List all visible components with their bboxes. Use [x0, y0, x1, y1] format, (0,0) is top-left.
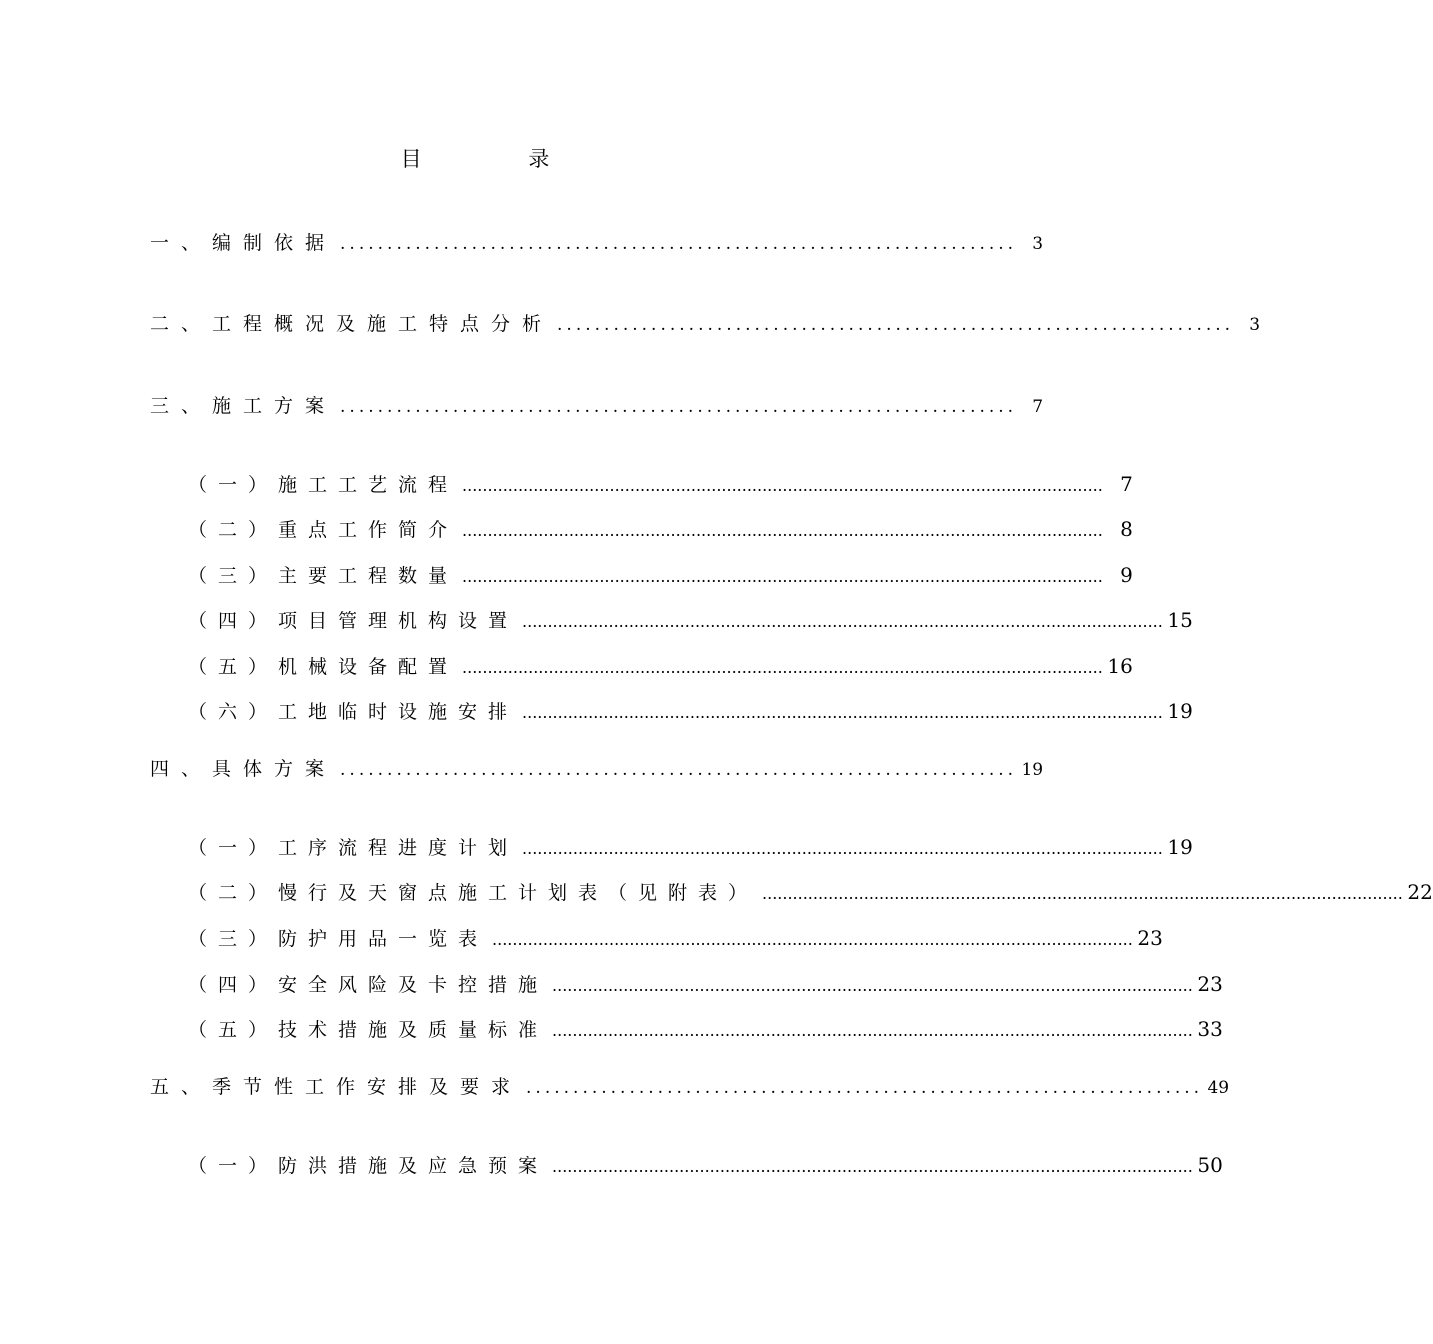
toc-entry-label: （一）防洪措施及应急预案 — [188, 1155, 549, 1177]
toc-leader-dots: .............................................................................................................................. — [552, 976, 1193, 995]
toc-entry-page: 23 — [1197, 972, 1223, 996]
toc-entry-5[interactable] — [150, 1072, 1230, 1099]
toc-entry-3-1[interactable] — [188, 470, 1133, 497]
toc-entry-page: 19 — [1167, 835, 1193, 859]
toc-entry-label: （四）项目管理机构设置 — [188, 610, 519, 632]
toc-entry-page: 7 — [1120, 472, 1133, 496]
toc-entry-label: （二）慢行及天窗点施工计划表（见附表） — [188, 882, 759, 904]
toc-entry-4-5[interactable] — [188, 1015, 1223, 1042]
toc-entry-label: 二、工程概况及施工特点分析 — [150, 313, 554, 335]
toc-entry-3-3[interactable] — [188, 561, 1133, 588]
toc-leader-dots: .............................................................................................................................. — [462, 658, 1103, 677]
toc-entry-label: （四）安全风险及卡控措施 — [188, 974, 549, 996]
toc-leader-dots: .............................................................................................................................. — [552, 1021, 1193, 1040]
toc-entry-3-5[interactable] — [188, 652, 1133, 679]
toc-entry-page: 7 — [1032, 397, 1044, 417]
toc-entry-page: 15 — [1167, 608, 1193, 632]
toc-entry-label: 三、施工方案 — [150, 395, 337, 417]
toc-leader-dots: .............................................................................................................................. — [522, 839, 1163, 858]
toc-entry-label: 五、季节性工作安排及要求 — [150, 1076, 523, 1098]
toc-entry-4-1[interactable] — [188, 833, 1193, 860]
toc-leader-dots: ........................................................................ — [340, 234, 1018, 254]
toc-entry-page: 23 — [1137, 926, 1163, 950]
toc-entry-5-1[interactable] — [188, 1151, 1223, 1178]
toc-leader-dots: .............................................................................................................................. — [522, 703, 1163, 722]
toc-entry-page: 49 — [1207, 1078, 1230, 1098]
toc-entry-4-4[interactable] — [188, 970, 1223, 997]
toc-entry-label: （二）重点工作简介 — [188, 519, 459, 541]
toc-entry-label: （三）防护用品一览表 — [188, 928, 489, 950]
toc-entry-3-6[interactable] — [188, 697, 1193, 724]
toc-entry-4-3[interactable] — [188, 924, 1163, 951]
toc-entry-3-2[interactable] — [188, 515, 1133, 542]
toc-leader-dots: .............................................................................................................................. — [522, 612, 1163, 631]
toc-leader-dots: .............................................................................................................................. — [462, 567, 1103, 586]
toc-entry-page: 3 — [1249, 315, 1261, 335]
toc-entry-page: 33 — [1197, 1017, 1223, 1041]
toc-entry-page: 50 — [1197, 1153, 1223, 1177]
toc-title: 目 录 — [400, 147, 600, 171]
toc-entry-page: 8 — [1120, 517, 1133, 541]
toc-entry-page: 3 — [1032, 234, 1044, 254]
toc-entry-label: （三）主要工程数量 — [188, 565, 459, 587]
toc-leader-dots: ........................................................................ — [340, 397, 1018, 417]
toc-entry-page: 9 — [1120, 563, 1133, 587]
toc-leader-dots: ........................................................................ — [526, 1078, 1204, 1098]
toc-entry-label: （六）工地临时设施安排 — [188, 701, 519, 723]
toc-leader-dots: .............................................................................................................................. — [492, 930, 1133, 949]
toc-leader-dots: .............................................................................................................................. — [462, 521, 1103, 540]
toc-leader-dots: .............................................................................................................................. — [762, 884, 1403, 903]
toc-entry-label: 一、编制依据 — [150, 232, 337, 254]
toc-entry-label: 四、具体方案 — [150, 758, 337, 780]
toc-leader-dots: ........................................................................ — [557, 315, 1235, 335]
toc-leader-dots: .............................................................................................................................. — [462, 476, 1103, 495]
toc-entry-label: （五）机械设备配置 — [188, 656, 459, 678]
toc-entry-4[interactable] — [150, 754, 1044, 781]
toc-entry-3[interactable] — [150, 391, 1044, 418]
toc-entry-page: 16 — [1107, 654, 1133, 678]
toc-entry-label: （一）施工工艺流程 — [188, 474, 459, 496]
toc-entry-page: 19 — [1167, 699, 1193, 723]
toc-entry-page: 19 — [1021, 760, 1044, 780]
toc-entry-4-2[interactable] — [188, 878, 1433, 905]
toc-entry-3-4[interactable] — [188, 606, 1193, 633]
toc-entry-label: （一）工序流程进度计划 — [188, 837, 519, 859]
toc-leader-dots: .............................................................................................................................. — [552, 1157, 1193, 1176]
toc-entry-label: （五）技术措施及质量标准 — [188, 1019, 549, 1041]
toc-leader-dots: ........................................................................ — [340, 760, 1018, 780]
toc-entry-1[interactable] — [150, 228, 1044, 255]
toc-entry-page: 22 — [1407, 880, 1433, 904]
toc-entry-2[interactable] — [150, 309, 1261, 336]
